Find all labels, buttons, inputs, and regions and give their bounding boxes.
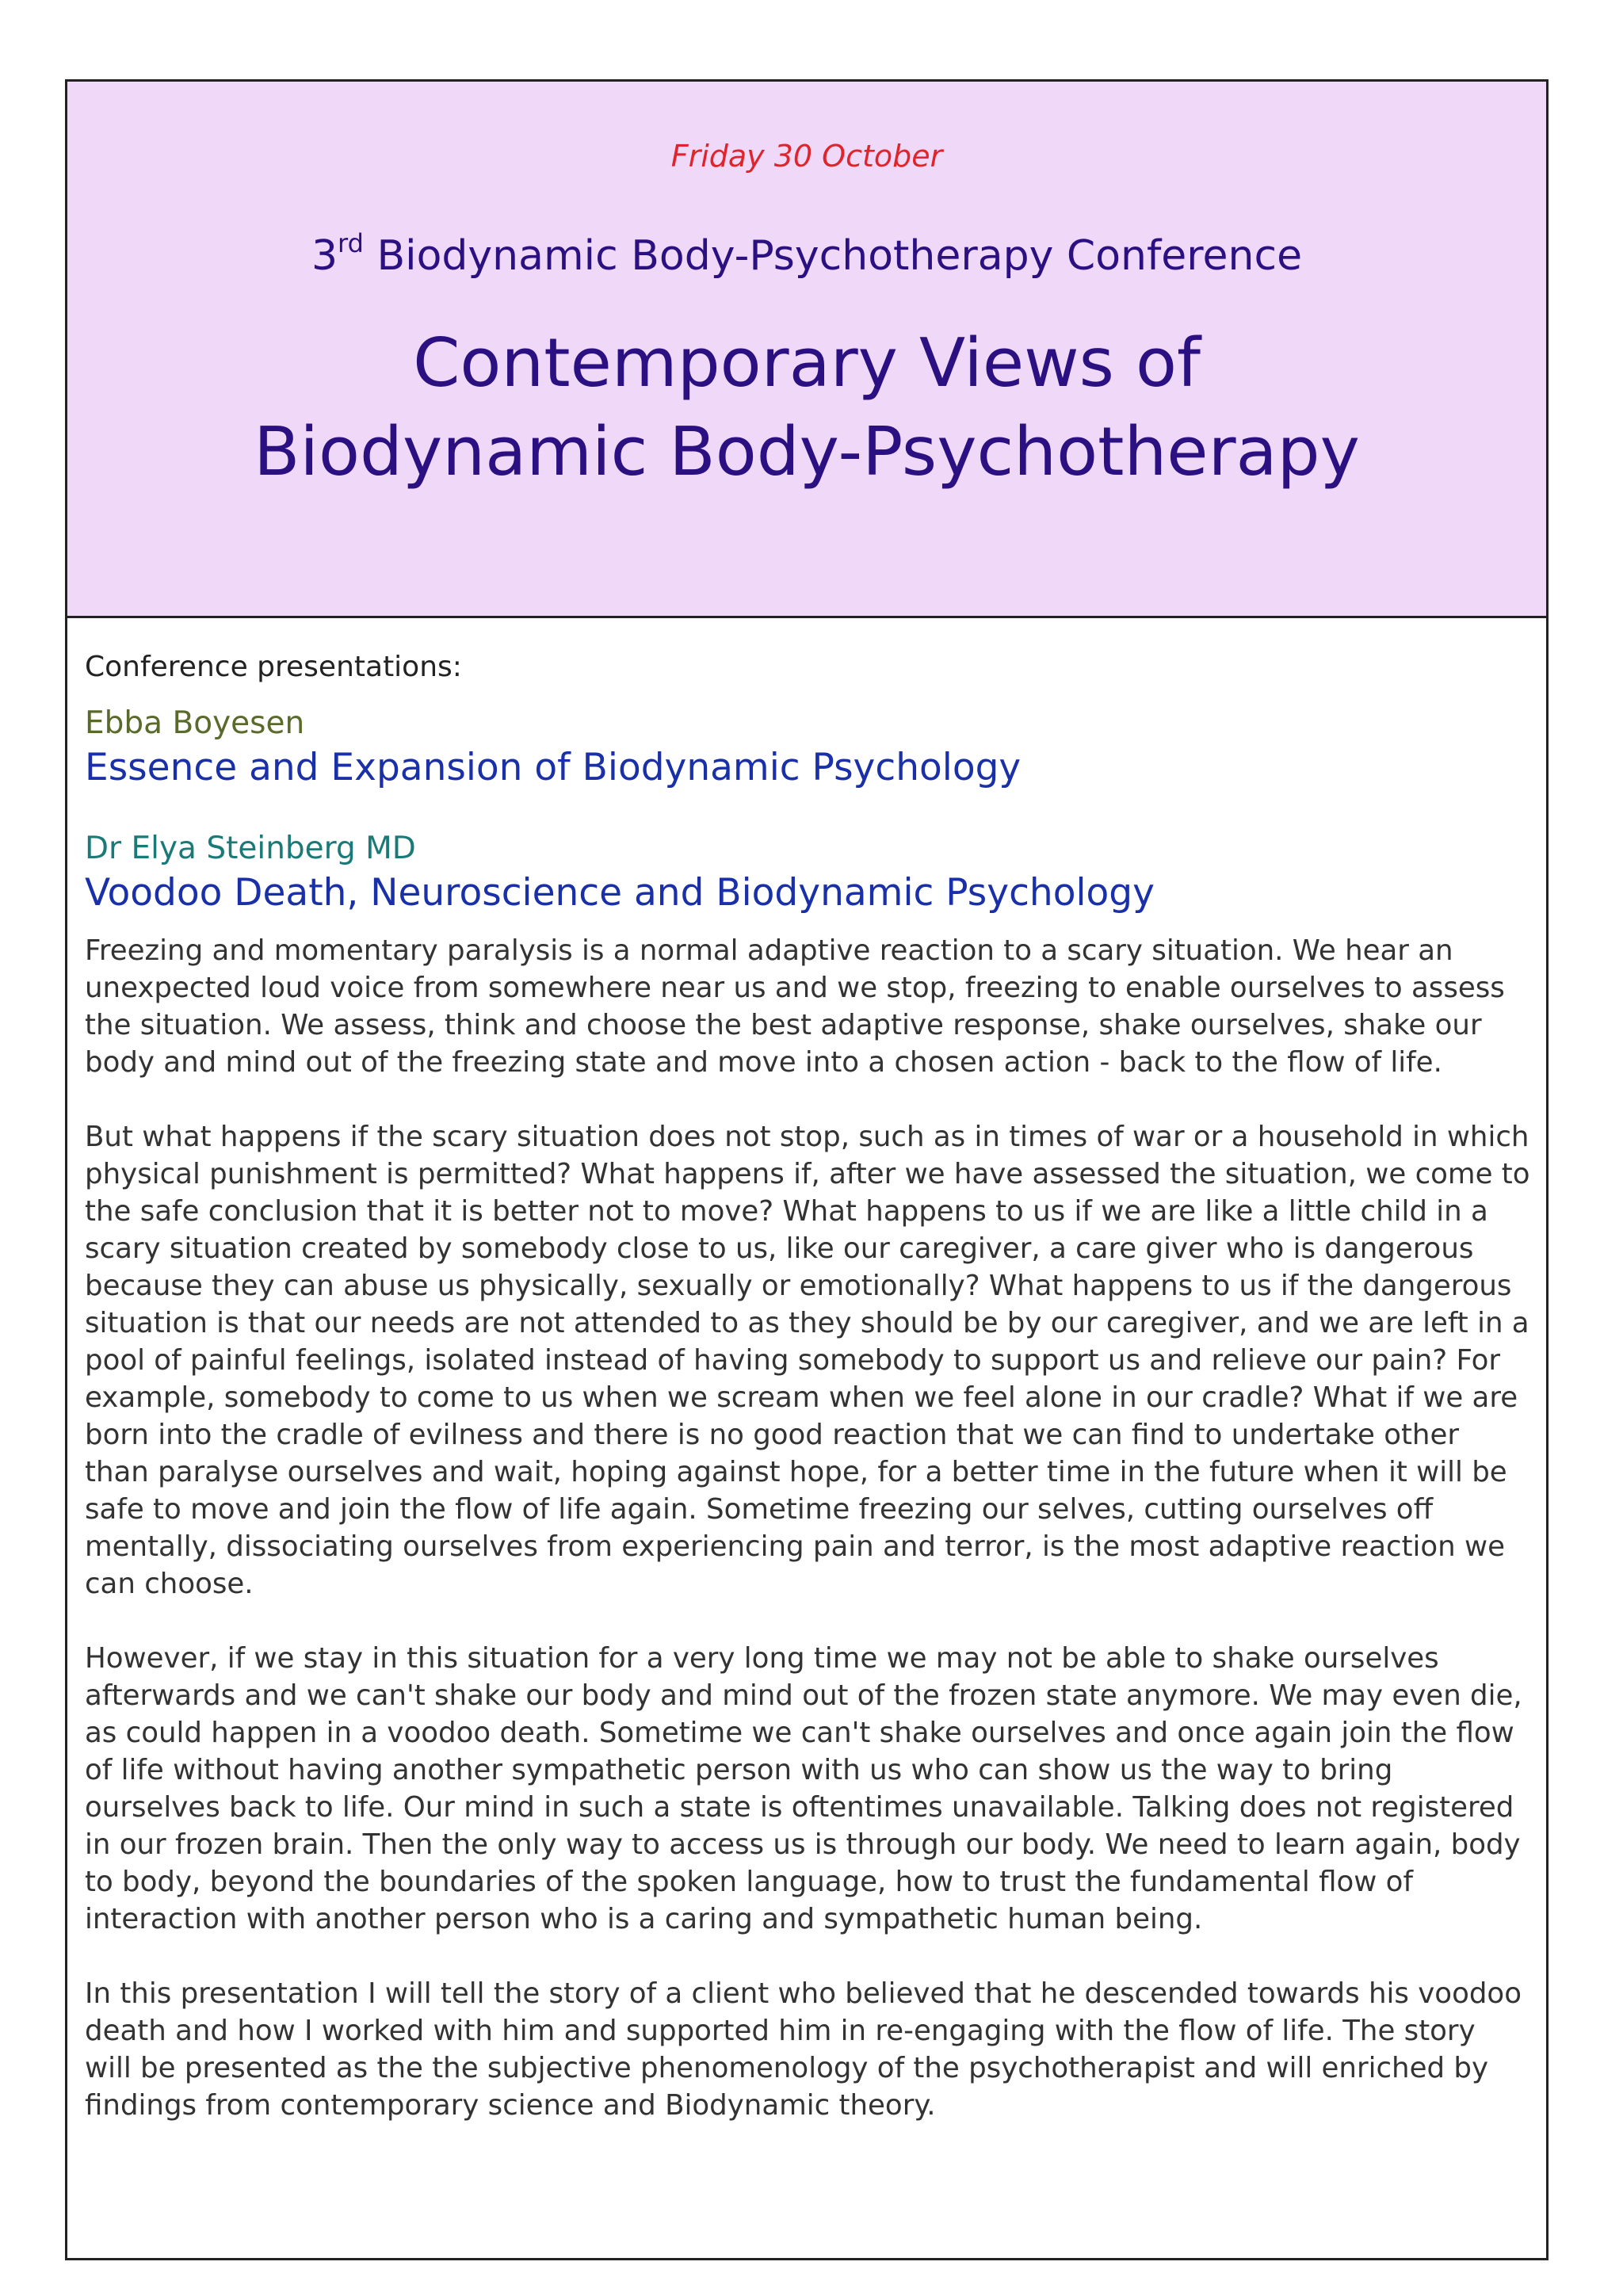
spacer: [85, 793, 1530, 829]
main-title: [67, 319, 1546, 497]
presentation-item: [85, 829, 1530, 918]
conference-name-text: Biodynamic Body-Psychotherapy Conference: [376, 232, 1303, 280]
presentations-label: Conference presentations:: [85, 651, 462, 683]
abstract: [85, 932, 1530, 2124]
conference-ordinal-suffix: rd: [338, 228, 364, 258]
page-frame: [65, 79, 1549, 2260]
talk-title: Voodoo Death, Neuroscience and Biodynamic Psychology: [85, 871, 1155, 915]
abstract-paragraph: Freezing and momentary paralysis is a normal adaptive reaction to a scary situation. We hear an unexpected loud voice from somewhere near us and we stop, freezing to enable ourselves to assess the situation. We assess, think and choose the best adaptive response, shake ourselves, shake our body and mind out of the freezing state and move into a chosen action - back to the flow of life.: [85, 934, 1505, 1079]
speaker-name: Ebba Boyesen: [85, 705, 305, 741]
presentation-item: [85, 704, 1530, 793]
conference-ordinal-number: 3: [311, 232, 338, 280]
conference-name: [67, 228, 1546, 280]
header-panel: [67, 82, 1546, 618]
main-title-line-2: Biodynamic Body-Psychotherapy: [254, 413, 1360, 491]
abstract-paragraph: In this presentation I will tell the story of a client who believed that he descended towards his voodoo death and how I worked with him and supported him in re-engaging with the flow of life. The story will be presented as the the subjective phenomenology of the psychotherapist and will enriched by findings from contemporary science and Biodynamic theory.: [85, 1977, 1522, 2122]
speaker-name: Dr Elya Steinberg MD: [85, 831, 416, 866]
event-date: Friday 30 October: [670, 139, 943, 174]
content-area: [85, 648, 1530, 2161]
main-title-line-1: Contemporary Views of: [413, 324, 1201, 403]
abstract-paragraph: However, if we stay in this situation for a very long time we may not be able to shake ourselves afterwards and we can't shake our body and mind out of the frozen state anymore. We may even die, as could happen in a voodoo death. Sometime we can't shake ourselves and once again join the flow of life without having another sympathetic person with us who can show us the way to bring ourselves back to life. Our mind in such a state is oftentimes unavailable. Talking does not registered in our frozen brain. Then the only way to access us is through our body. We need to learn again, body to body, beyond the boundaries of the spoken language, how to trust the fundamental flow of interaction with another person who is a caring and sympathetic human being.: [85, 1642, 1522, 1935]
abstract-paragraph: But what happens if the scary situation does not stop, such as in times of war or a household in which physical punishment is permitted? What happens if, after we have assessed the situation, we come to the safe conclusion that it is better not to move? What happens to us if we are like a little child in a scary situation created by somebody close to us, like our caregiver, a care giver who is dangerous because they can abuse us physically, sexually or emotionally? What happens to us if the dangerous situation is that our needs are not attended to as they should be by our caregiver, and we are left in a pool of painful feelings, isolated instead of having somebody to support us and relieve our pain? For example, somebody to come to us when we scream when we feel alone in our cradle? What if we are born into the cradle of evilness and there is no good reaction that we can find to undertake other than paralyse ourselves and wait, hoping against hope, for a better time in the future when it will be safe to move and join the flow of life again. Sometime freezing our selves, cutting ourselves off mentally, dissociating ourselves from experiencing pain and terror, is the most adaptive reaction we can choose.: [85, 1121, 1530, 1600]
talk-title: Essence and Expansion of Biodynamic Psychology: [85, 746, 1022, 789]
